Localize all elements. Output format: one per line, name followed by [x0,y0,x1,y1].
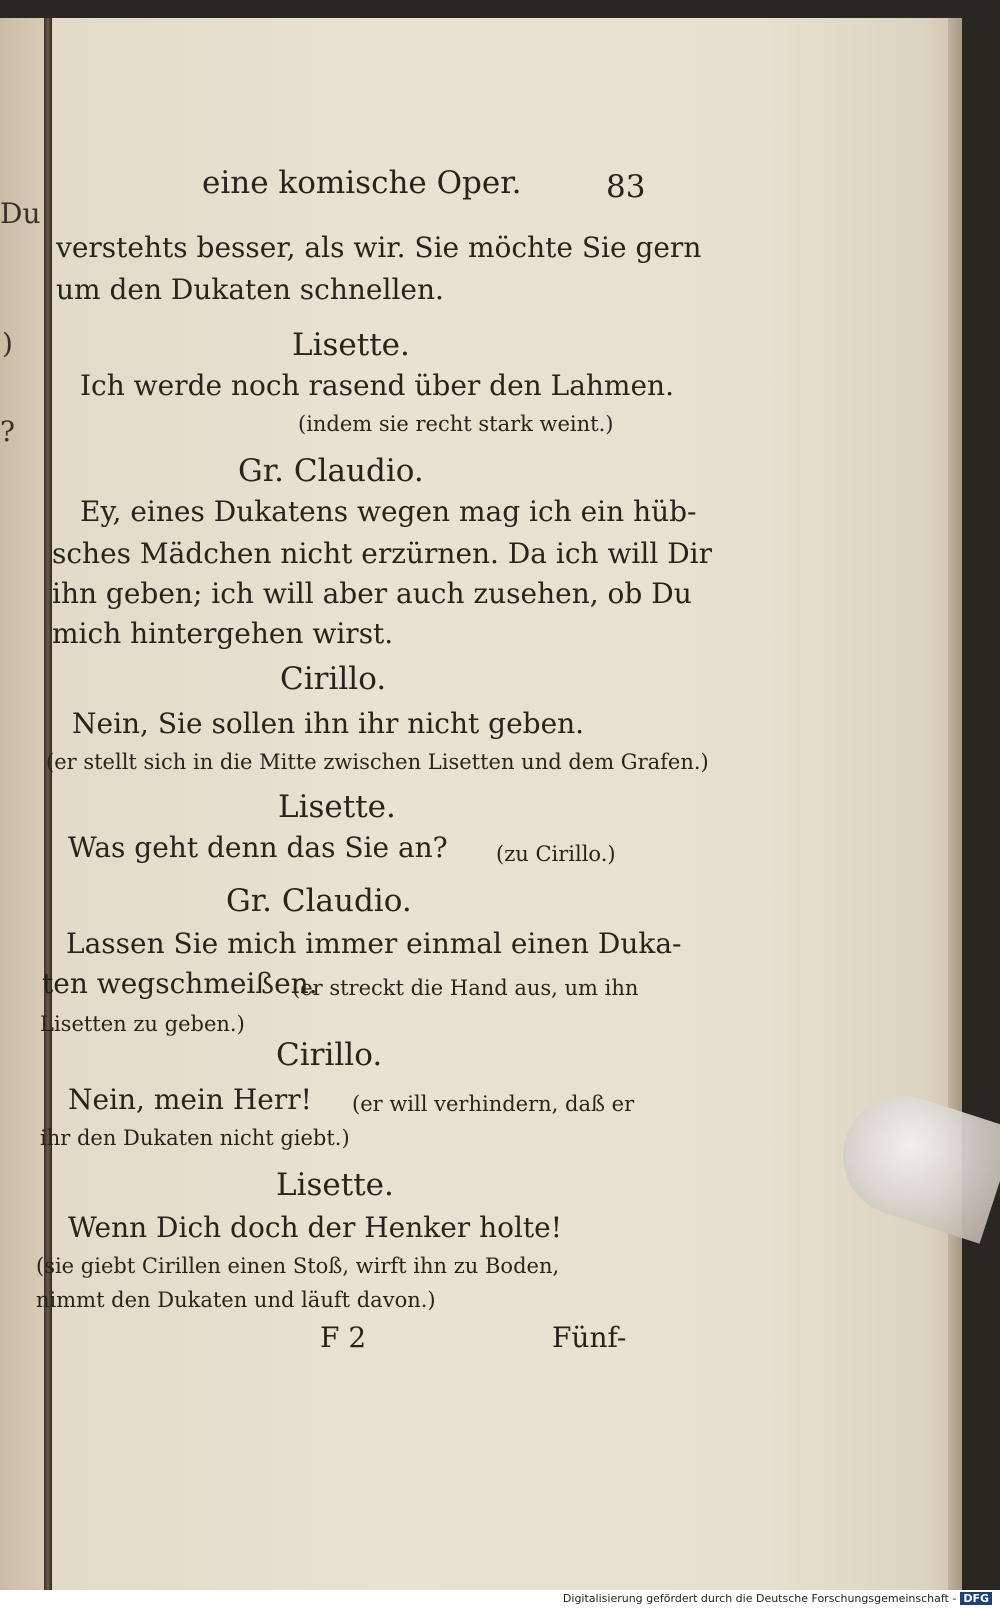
page-edge [948,18,962,1590]
stage-direction: (sie giebt Cirillen einen Stoß, wirft ihn zu Boden, [36,1254,560,1278]
book-gutter [44,18,52,1590]
digitization-credit [563,1592,992,1605]
text-line: mich hintergehen wirst. [52,617,394,650]
running-title: eine komische Oper. [202,165,522,201]
previous-page-edge [0,18,46,1590]
signature-mark: F 2 [320,1321,367,1354]
text-line: Ich werde noch rasend über den Lahmen. [80,369,674,402]
text-line: verstehts besser, als wir. Sie möchte Sie gern [56,231,702,264]
margin-fragment: Du [0,197,41,230]
page-number: 83 [606,169,646,205]
speaker-name: Gr. Claudio. [238,453,424,489]
margin-fragment: ) [2,327,13,360]
stage-direction: nimmt den Dukaten und läuft davon.) [36,1288,436,1312]
dfg-logo: DFG [960,1592,992,1605]
stage-direction: (zu Cirillo.) [496,842,616,866]
text-line: ten wegschmeißen. [42,967,318,1000]
text-line: Lassen Sie mich immer einmal einen Duka- [66,927,682,960]
text-line: sches Mädchen nicht erzürnen. Da ich will Dir [52,537,712,570]
speaker-name: Cirillo. [276,1037,383,1073]
stage-direction: ihr den Dukaten nicht giebt.) [40,1126,350,1150]
stage-direction: (er streckt die Hand aus, um ihn [292,976,639,1000]
text-line: Nein, mein Herr! [68,1083,312,1116]
margin-fragment: ? [0,415,16,448]
catchword: Fünf- [552,1321,627,1354]
text-line: Nein, Sie sollen ihn ihr nicht geben. [72,707,585,740]
text-line: Was geht denn das Sie an? [68,831,448,864]
credit-text: Digitalisierung gefördert durch die Deutsche Forschungsgemeinschaft - [562,1592,957,1605]
speaker-name: Lisette. [292,327,410,363]
stage-direction: (indem sie recht stark weint.) [298,412,614,436]
text-line: ihn geben; ich will aber auch zusehen, ob Du [52,577,692,610]
speaker-name: Gr. Claudio. [226,883,412,919]
speaker-name: Lisette. [276,1167,394,1203]
stage-direction: Lisetten zu geben.) [40,1012,245,1036]
text-line: Ey, eines Dukatens wegen mag ich ein hüb- [80,495,697,528]
speaker-name: Cirillo. [280,661,387,697]
speaker-name: Lisette. [278,789,396,825]
stage-direction: (er stellt sich in die Mitte zwischen Lisetten und dem Grafen.) [46,750,709,774]
text-line: um den Dukaten schnellen. [56,273,444,306]
text-line: Wenn Dich doch der Henker holte! [68,1211,562,1244]
stage-direction: (er will verhindern, daß er [352,1092,635,1116]
